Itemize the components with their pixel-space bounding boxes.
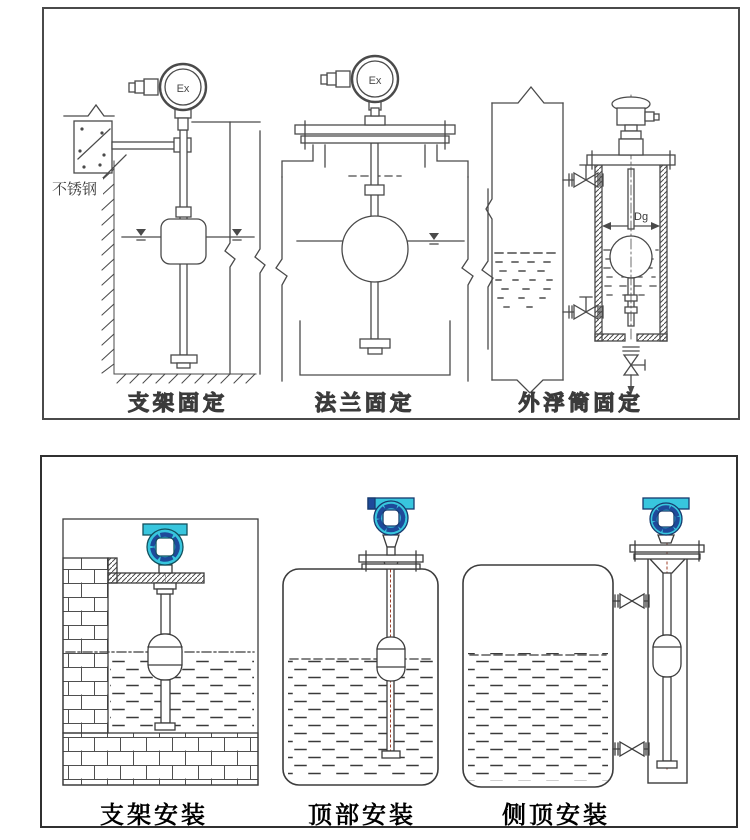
tank-wall-left xyxy=(276,177,287,381)
top-panel xyxy=(42,7,740,420)
caption-flange-fixing: 法兰固定 xyxy=(315,392,415,415)
float-rod-upper xyxy=(161,594,170,634)
water-area xyxy=(110,659,254,731)
water-area xyxy=(288,657,433,779)
ex-transmitter-head xyxy=(129,64,206,130)
float-body xyxy=(377,637,405,681)
diagram-flange-fixing xyxy=(276,56,493,381)
ex-transmitter-head xyxy=(321,56,398,116)
rod-coupling xyxy=(176,207,191,217)
transmitter-display xyxy=(156,538,174,556)
diagram-top-install xyxy=(283,498,438,785)
ex-marking: Ex xyxy=(176,83,190,95)
rod-end-stop xyxy=(657,761,677,768)
dg-label: Dg xyxy=(634,211,649,223)
caption-top-install: 顶部安装 xyxy=(308,802,416,829)
teal-transmitter xyxy=(643,498,689,543)
wall-hatching xyxy=(102,161,114,374)
bottom-panel-drawing xyxy=(42,457,736,826)
process-tank xyxy=(486,87,563,393)
diagram-side-top-install xyxy=(463,498,704,787)
diagram-external-chamber-fixing xyxy=(486,87,675,395)
teal-transmitter xyxy=(368,498,414,555)
rod-end-stop xyxy=(360,339,390,348)
bottom-panel xyxy=(40,455,738,828)
rod-coupling xyxy=(365,185,384,195)
cap-bar-end xyxy=(368,498,375,509)
top-panel-drawing xyxy=(44,9,738,418)
bracket-plate xyxy=(74,121,112,173)
brick-wall xyxy=(63,558,108,733)
ex-marking: Ex xyxy=(368,75,382,87)
ground-hatching xyxy=(114,374,256,383)
water-area xyxy=(468,653,608,781)
float-rod-upper xyxy=(663,573,671,635)
rod-end-stop xyxy=(171,355,197,363)
transmitter-display xyxy=(383,510,399,526)
material-note-text: 不锈钢 xyxy=(52,181,98,198)
caption-bracket-install: 支架安装 xyxy=(100,802,208,829)
float-body xyxy=(161,219,206,264)
bracket-arm xyxy=(112,142,176,149)
rod-end-stop xyxy=(382,751,400,758)
float-rod-lower xyxy=(161,680,170,723)
ball-float xyxy=(342,216,408,282)
caption-external-chamber-fixing: 外浮筒固定 xyxy=(518,392,644,415)
float-body xyxy=(653,635,681,677)
tank-wall-break-2 xyxy=(255,131,265,374)
lower-valve xyxy=(613,742,649,756)
bracket-shelf xyxy=(108,573,204,583)
float-body xyxy=(148,634,182,680)
brick-floor xyxy=(63,733,258,785)
float-rod-lower xyxy=(663,677,671,761)
tank-wall-break-1 xyxy=(225,122,235,374)
rod-end-stop xyxy=(155,723,175,730)
caption-bracket-fixing: 支架固定 xyxy=(128,392,228,415)
upper-valve xyxy=(613,594,649,608)
caption-side-top-install: 侧顶安装 xyxy=(502,802,610,829)
diagram-bracket-fixing xyxy=(49,64,265,383)
tank-liquid xyxy=(495,253,560,307)
tank-wall-right xyxy=(462,177,473,381)
rod-end-tab xyxy=(177,363,190,368)
rod-end-tab xyxy=(368,348,382,354)
diagram-bracket-install xyxy=(63,519,258,785)
tank-rim-left xyxy=(64,105,114,116)
transmitter-display xyxy=(658,511,674,527)
